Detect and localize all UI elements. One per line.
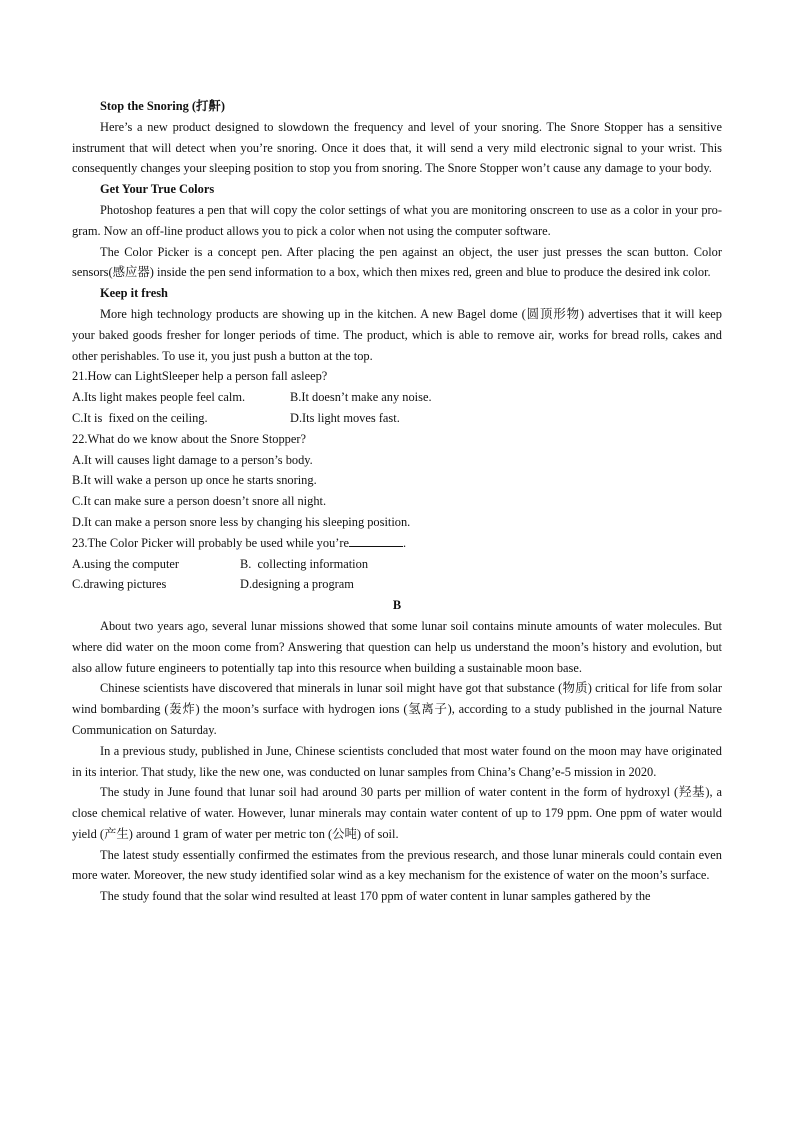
question-23-options-row-2 <box>72 574 722 595</box>
option-22-b[interactable]: B.It will wake a person up once he starts snoring. <box>72 473 317 488</box>
question-23-stem-end: . <box>403 535 407 550</box>
paragraph-snoring: Here’s a new product designed to slowdown the frequency and level of your snoring. The Snore Stopper has a sensitive instrument that will detect when you’re snoring. Once it does that, it will send a very mild electronic signal to your wrist. This consequently changes your sleeping position to stop you from snoring. The Snore Stopper won’t cause any damage to your body. <box>72 119 722 176</box>
option-23-d[interactable]: D.designing a program <box>240 577 354 592</box>
option-23-b[interactable]: B. collecting information <box>240 556 369 571</box>
section-heading-colors: Get Your True Colors <box>100 182 215 197</box>
section-heading-fresh: Keep it fresh <box>100 286 168 301</box>
option-21-c[interactable]: C.It is fixed on the ceiling. <box>72 410 208 425</box>
paragraph-b-6: The study found that the solar wind resulted at least 170 ppm of water content in lunar samples gathered by the <box>100 889 651 904</box>
option-22-d[interactable]: D.It can make a person snore less by changing his sleeping position. <box>72 514 411 529</box>
paragraph-b-2: Chinese scientists have discovered that minerals in lunar soil might have got that substance (物质) critical for life from solar wind bombarding (轰炸) the moon’s surface with hydrogen ions (氢离子), according to a study published in the journal Nature Communication on Saturday. <box>72 681 722 737</box>
section-heading-snoring: Stop the Snoring (打鼾) <box>100 99 225 113</box>
question-23-options-row-1 <box>72 554 722 575</box>
option-22-c[interactable]: C.It can make sure a person doesn’t snore all night. <box>72 494 327 509</box>
option-21-b[interactable]: B.It doesn’t make any noise. <box>290 390 432 405</box>
option-21-a[interactable]: A.Its light makes people feel calm. <box>72 390 246 405</box>
paragraph-b-5: The latest study essentially confirmed the estimates from the previous research, and those lunar minerals could contain even more water. Moreover, the new study identified solar wind as a key mechanism for the existence of water on the moon’s surface. <box>72 847 722 883</box>
paragraph-colors-2: The Color Picker is a concept pen. After placing the pen against an object, the user just presses the scan button. Color sensors(感应器) inside the pen send information to a box, which then mixes red, green and blue to produce the desired ink color. <box>72 244 722 280</box>
question-21-options-row-1 <box>72 387 722 408</box>
section-b-letter: B <box>392 598 402 613</box>
answer-blank <box>349 533 403 547</box>
paragraph-colors-1: Photoshop features a pen that will copy the color settings of what you are monitoring onscreen to use as a color in your pro-gram. Now an off-line product allows you to pick a color when not using the computer software. <box>72 202 722 238</box>
option-23-c[interactable]: C.drawing pictures <box>72 577 167 592</box>
paragraph-fresh: More high technology products are showing up in the kitchen. A new Bagel dome (圆顶形物) advertises that it will keep your baked goods fresher for longer periods of time. The product, which is able to remove air, works for bread rolls, cakes and other perishables. To use it, you just push a button at the top. <box>72 306 722 363</box>
document-page <box>72 96 722 907</box>
paragraph-b-1: About two years ago, several lunar missions showed that some lunar soil contains minute amounts of water molecules. But where did water on the moon come from? Answering that question can help us understand the moon’s history and evolution, but also allow future engineers to potentially tap into this resource when building a sustainable moon base. <box>72 618 722 675</box>
question-22-stem: 22.What do we know about the Snore Stopper? <box>72 431 306 446</box>
option-21-d[interactable]: D.Its light moves fast. <box>290 410 400 425</box>
option-22-a[interactable]: A.It will causes light damage to a person’s body. <box>72 452 313 467</box>
question-23-stem-text: 23.The Color Picker will probably be used while you’re <box>72 535 350 550</box>
question-21-options-row-2 <box>72 408 722 429</box>
option-23-a[interactable]: A.using the computer <box>72 556 180 571</box>
paragraph-b-3: In a previous study, published in June, Chinese scientists concluded that most water found on the moon may have originated in its interior. That study, like the new one, was conducted on lunar samples from China’s Chang’e-5 mission in 2020. <box>72 743 722 779</box>
question-23-stem <box>72 533 722 554</box>
paragraph-b-4: The study in June found that lunar soil had around 30 parts per million of water content in the form of hydroxyl (羟基), a close chemical relative of water. However, lunar minerals may contain water content of up to 179 ppm. One ppm of water would yield (产生) around 1 gram of water per metric ton (公吨) of soil. <box>72 785 722 841</box>
question-21-stem: 21.How can LightSleeper help a person fall asleep? <box>72 369 328 384</box>
